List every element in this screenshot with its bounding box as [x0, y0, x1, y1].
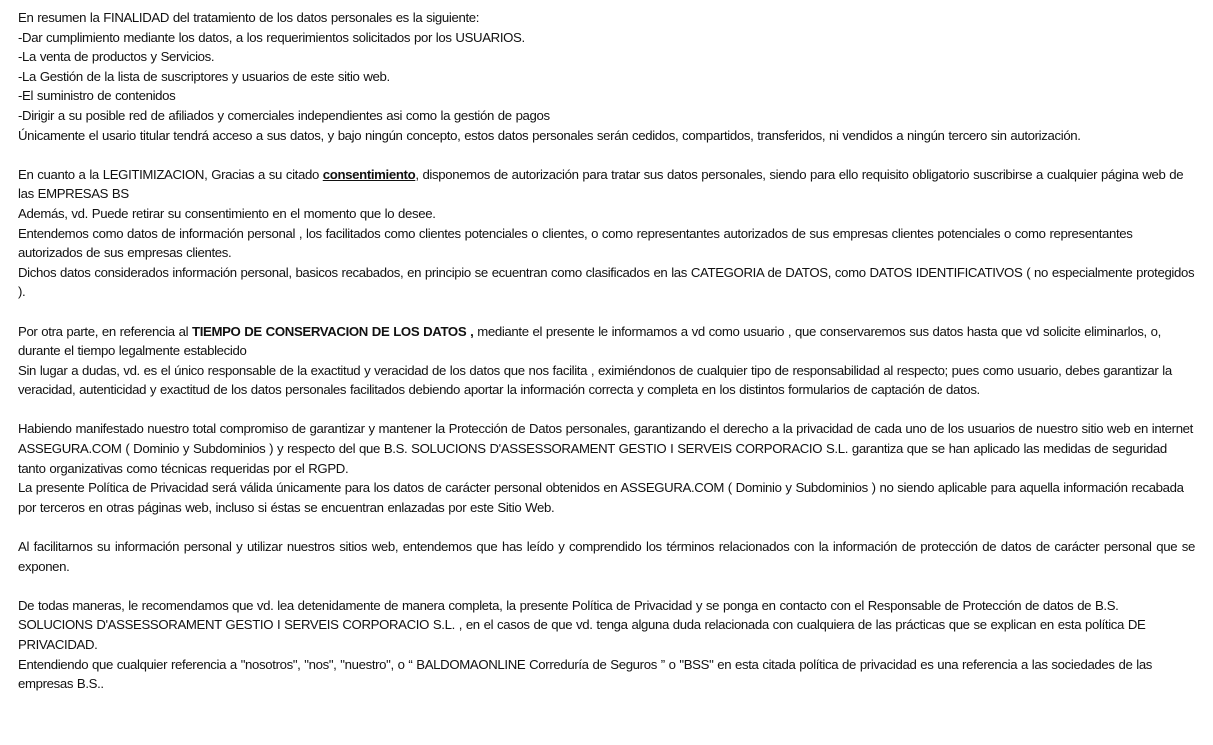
legitimizacion-post: , disponemos de autorización para tratar sus datos personales, siendo para ello requisito obligatorio suscribirse a cualquier página web de las EMPRESAS BS [18, 166, 1184, 202]
finalidad-item: -La Gestión de la lista de suscriptores y usuarios de este sitio web. [18, 68, 390, 84]
conservacion-post: mediante el presente le informamos a vd como usuario , que conservaremos sus datos hasta que vd solicite eliminarlos, o, durante el tiempo legalmente establecido [18, 323, 1161, 359]
categoria-datos: Dichos datos considerados información personal, basicos recabados, en principio se ecuentran como clasificados en las CATEGORIA de DATOS, como DATOS IDENTIFICATIVOS ( no especialmente protegidos ). [18, 264, 1195, 300]
recomendacion-paragraph: De todas maneras, le recomendamos que vd. lea detenidamente de manera completa, la presente Política de Privacidad y se ponga en contacto con el Responsable de Protección de datos de B.S. SOLUCIONS D'ASSESSORAMENT GESTIO I SERVEIS CORPORACIO S.L. , en el casos de que vd. tenga alguna duda relacionada con cualquiera de las prácticas que se explican en esta política DE PRIVACIDAD. [18, 597, 1146, 652]
retirar-consentimiento: Además, vd. Puede retirar su consentimiento en el momento que lo desee. [18, 205, 436, 221]
finalidad-closing: Únicamente el usario titular tendrá acceso a sus datos, y bajo ningún concepto, estos datos personales serán cedidos, compartidos, transferidos, ni vendidos a ningún tercero sin autorización. [18, 127, 1081, 143]
finalidad-item: -La venta de productos y Servicios. [18, 49, 215, 65]
referencia-paragraph: Entendiendo que cualquier referencia a "nosotros", "nos", "nuestro", o “ BALDOMAONLINE Correduría de Seguros ” o "BSS" en esta citada política de privacidad es una referencia a las sociedades de las empresas B.S.. [18, 656, 1153, 692]
legitimizacion-paragraph [18, 165, 1195, 204]
aceptacion-section [18, 537, 1195, 576]
validez-politica: La presente Política de Privacidad será válida únicamente para los datos de carácter personal obtenidos en ASSEGURA.COM ( Dominio y Subdominios ) no siendo aplicable para aquella información recabada por terceros en otras páginas web, incluso si éstas se encuentran enlazadas por este Sitio Web. [18, 480, 1184, 515]
finalidad-section [18, 8, 1195, 145]
responsabilidad-usuario: Sin lugar a dudas, vd. es el único responsable de la exactitud y veracidad de los datos que nos facilita , eximiéndonos de cualquier tipo de responsabilidad al respecto; pues como usuario, debes garantizar la veracidad, autenticidad y exactitud de los datos personales facilitados debiendo aportar la información correcta y completa en los distintos formularios de captación de datos. [18, 362, 1172, 398]
legitimizacion-pre: En cuanto a la LEGITIMIZACION, Gracias a su citado [18, 166, 323, 182]
conservacion-pre: Por otra parte, en referencia al [18, 323, 192, 339]
legitimizacion-section [18, 165, 1195, 302]
finalidad-item: -Dirigir a su posible red de afiliados y comerciales independientes asi como la gestión de pagos [18, 107, 550, 123]
conservacion-paragraph [18, 322, 1195, 361]
conservacion-section [18, 322, 1195, 400]
finalidad-intro: En resumen la FINALIDAD del tratamiento de los datos personales es la siguiente: [18, 10, 480, 25]
finalidad-item: -El suministro de contenidos [18, 88, 176, 104]
consentimiento-link[interactable]: consentimiento [322, 166, 416, 182]
aceptacion-paragraph: Al facilitarnos su información personal y utilizar nuestros sitios web, entendemos que has leído y comprendido los términos relacionados con la información de protección de datos de carácter personal que se exponen. [18, 539, 1195, 574]
compromiso-paragraph: Habiendo manifestado nuestro total compromiso de garantizar y mantener la Protección de Datos personales, garantizando el derecho a la privacidad de cada uno de los usuarios de nuestro sitio web en internet ASSEGURA.COM ( Dominio y Subdominios ) y respecto del que B.S. SOLUCIONS D'ASSESSORAMENT GESTIO I SERVEIS CORPORACIO S.L. garantiza que se han aplicado las medidas de seguridad tanto organizativas como técnicas requeridas por el RGPD. [18, 421, 1193, 476]
finalidad-item: -Dar cumplimiento mediante los datos, a los requerimientos solicitados por los USUARIOS. [18, 29, 525, 45]
recomendacion-section [18, 596, 1195, 694]
entendemos-datos: Entendemos como datos de información personal , los facilitados como clientes potenciales o clientes, o como representantes autorizados de sus empresas clientes potenciales o como representantes autorizados de sus empresas clientes. [18, 225, 1133, 261]
compromiso-section [18, 419, 1195, 517]
conservacion-heading: TIEMPO DE CONSERVACION DE LOS DATOS , [191, 323, 474, 339]
